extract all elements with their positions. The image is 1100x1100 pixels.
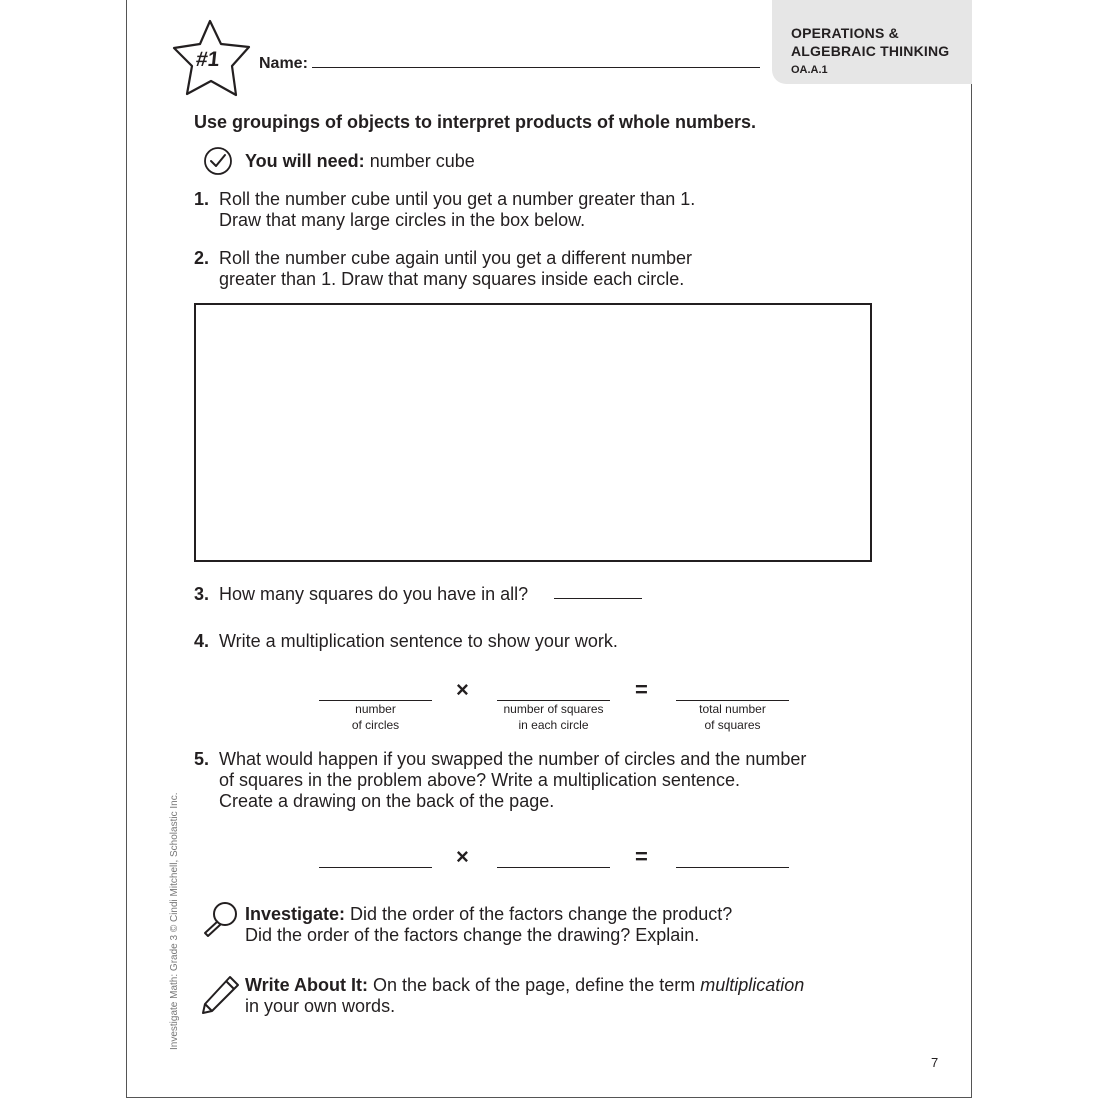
step-text: greater than 1. Draw that many squares inside each circle. bbox=[219, 269, 685, 289]
investigate-label: Investigate: bbox=[245, 904, 346, 924]
topic-heading bbox=[791, 24, 949, 60]
materials-value: number cube bbox=[369, 151, 475, 171]
caption-total-squares bbox=[676, 701, 789, 733]
materials bbox=[245, 151, 475, 172]
copyright-credit: Investigate Math: Grade 3 © Cindi Mitchell, Scholastic Inc. bbox=[169, 792, 180, 1050]
caption-line: of circles bbox=[351, 718, 400, 732]
checkmark-circle-icon bbox=[203, 146, 233, 176]
step-text: What would happen if you swapped the number of circles and the number bbox=[219, 749, 807, 769]
activity-number: #1 bbox=[194, 48, 221, 71]
times-sign: × bbox=[456, 677, 469, 702]
write-about-label: Write About It: bbox=[245, 975, 368, 995]
caption-number-of-circles bbox=[319, 701, 432, 733]
write-about-prompt bbox=[245, 975, 804, 1017]
topic-line-1: OPERATIONS & bbox=[791, 25, 899, 41]
swapped-factor-1-line[interactable] bbox=[319, 867, 432, 868]
step-number: 1. bbox=[194, 189, 210, 209]
step-text: of squares in the problem above? Write a multiplication sentence. bbox=[219, 770, 740, 790]
magnifying-glass-icon bbox=[201, 900, 241, 938]
swapped-product-line[interactable] bbox=[676, 867, 789, 868]
caption-line: number of squares bbox=[503, 702, 604, 716]
caption-line: number bbox=[355, 702, 396, 716]
step-number: 2. bbox=[194, 248, 210, 268]
total-squares-answer-line[interactable] bbox=[554, 598, 642, 599]
caption-line: total number bbox=[699, 702, 766, 716]
investigate-text: Did the order of the factors change the drawing? Explain. bbox=[245, 925, 700, 945]
step-number: 5. bbox=[194, 749, 210, 769]
write-about-term: multiplication bbox=[700, 975, 805, 995]
investigate-text: Did the order of the factors change the product? bbox=[350, 904, 733, 924]
materials-label: You will need: bbox=[245, 151, 365, 171]
step-number: 4. bbox=[194, 631, 210, 651]
times-sign: × bbox=[456, 844, 469, 869]
topic-line-2: ALGEBRAIC THINKING bbox=[791, 43, 950, 59]
equals-sign: = bbox=[635, 844, 648, 869]
pencil-icon bbox=[200, 973, 242, 1015]
step-text: How many squares do you have in all? bbox=[219, 584, 529, 604]
caption-line: in each circle bbox=[518, 718, 589, 732]
step-number: 3. bbox=[194, 584, 210, 604]
step-text: Create a drawing on the back of the page. bbox=[219, 791, 555, 811]
step-text: Draw that many large circles in the box below. bbox=[219, 210, 586, 230]
caption-line: of squares bbox=[704, 718, 761, 732]
page-number: 7 bbox=[931, 1055, 939, 1070]
caption-squares-per-circle bbox=[489, 701, 618, 733]
equals-sign: = bbox=[635, 677, 648, 702]
swapped-factor-2-line[interactable] bbox=[497, 867, 610, 868]
drawing-box[interactable] bbox=[194, 303, 872, 562]
step-text: Roll the number cube until you get a number greater than 1. bbox=[219, 189, 696, 209]
name-field[interactable] bbox=[312, 67, 760, 68]
step-text: Write a multiplication sentence to show your work. bbox=[219, 631, 618, 651]
write-about-text: On the back of the page, define the term bbox=[373, 975, 696, 995]
instruction: Use groupings of objects to interpret products of whole numbers. bbox=[194, 112, 757, 132]
investigate-prompt bbox=[245, 904, 732, 946]
name-label: Name: bbox=[259, 55, 308, 72]
standard-code: OA.A.1 bbox=[791, 64, 828, 76]
write-about-text: in your own words. bbox=[245, 996, 396, 1016]
step-text: Roll the number cube again until you get a different number bbox=[219, 248, 692, 268]
